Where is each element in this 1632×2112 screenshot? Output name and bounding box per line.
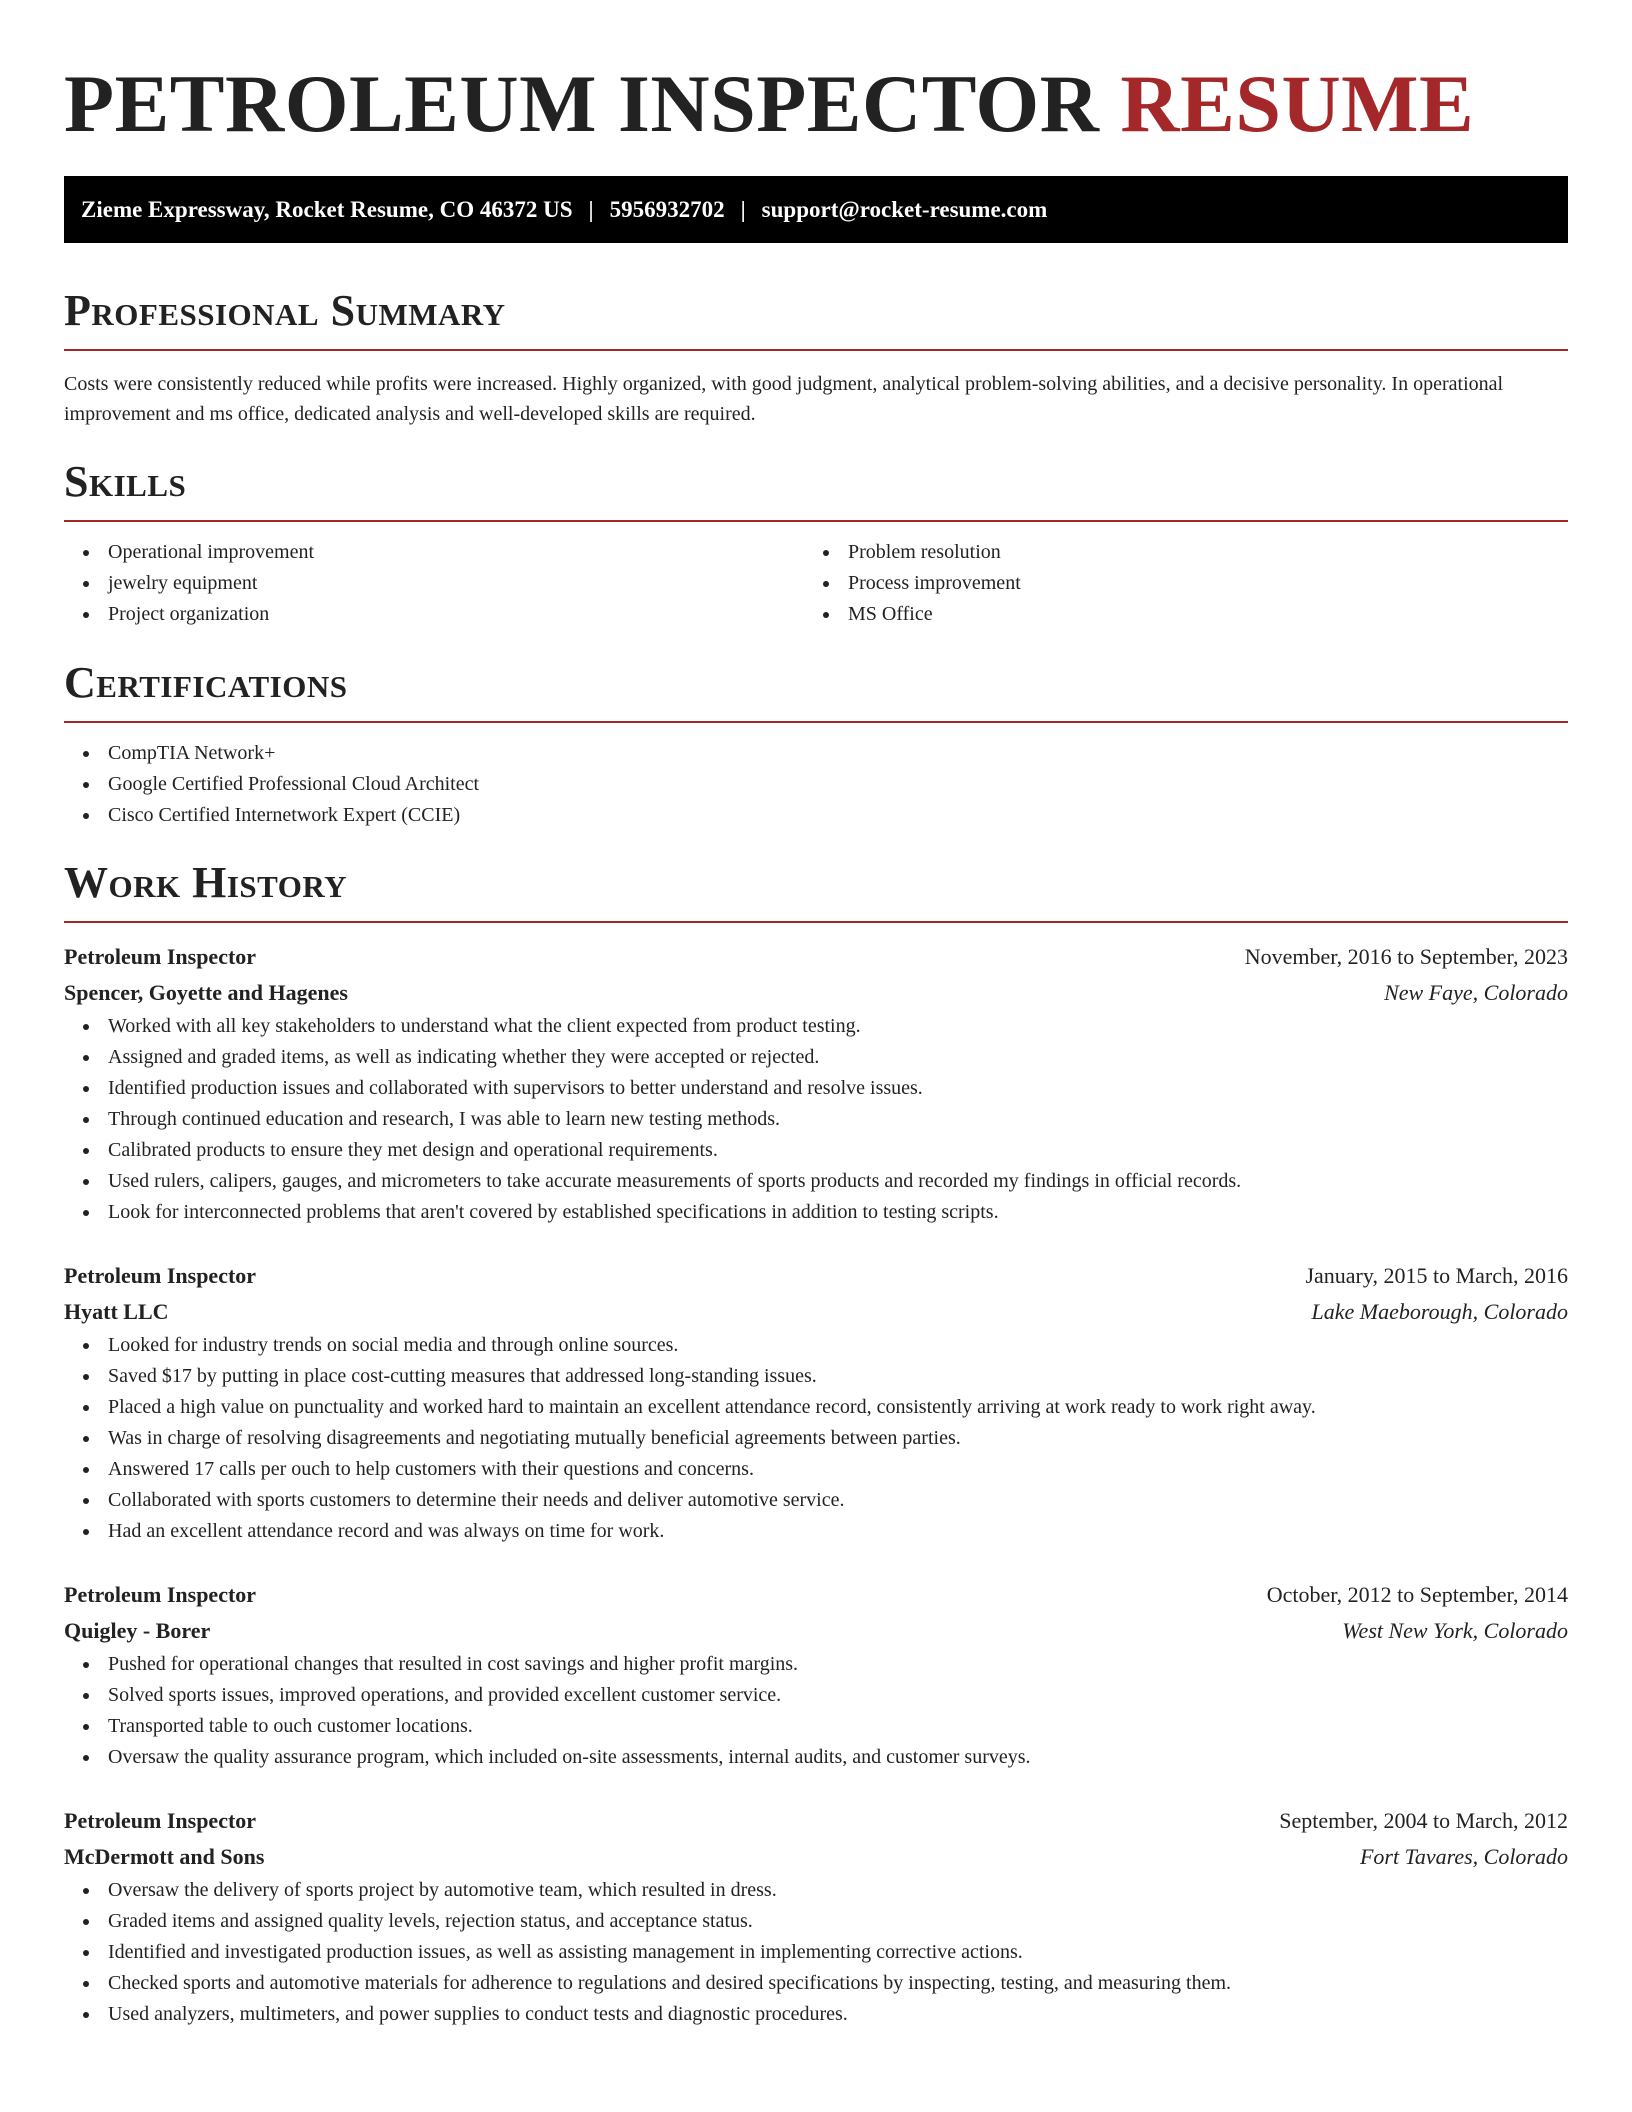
resume-title (64, 56, 1568, 152)
job-location: West New York, Colorado (1342, 1618, 1568, 1643)
certifications-list (64, 738, 1568, 831)
contact-separator: | (740, 196, 746, 222)
job-subheader (64, 975, 1568, 1011)
skills-heading: Skills (64, 457, 187, 506)
job-subheader (64, 1294, 1568, 1330)
skill-item: Problem resolution (804, 537, 1544, 568)
job-bullet: Graded items and assigned quality levels, rejection status, and acceptance status. (64, 1906, 1568, 1937)
job-title: Petroleum Inspector (64, 944, 257, 969)
job-bullet: Calibrated products to ensure they met design and operational requirements. (64, 1135, 1568, 1166)
summary-text: Costs were consistently reduced while profits were increased. Highly organized, with good judgment, analytical problem-solving abilities, and a decisive personality. In operational improvement and ms office, dedicated analysis and well-developed skills are required. (64, 373, 1504, 425)
certifications-heading: Certifications (64, 658, 348, 707)
skill-item: Process improvement (804, 568, 1544, 599)
summary-heading: Professional Summary (64, 286, 506, 335)
job-dates: January, 2015 to March, 2016 (1305, 1263, 1568, 1288)
job-bullet: Identified and investigated production issues, as well as assisting management in implementing corrective actions. (64, 1937, 1568, 1968)
skills-section (64, 457, 1568, 630)
job-dates: October, 2012 to September, 2014 (1266, 1582, 1568, 1607)
job-bullet: Was in charge of resolving disagreements and negotiating mutually beneficial agreements between parties. (64, 1423, 1568, 1454)
job-entry (64, 939, 1568, 1228)
job-entry (64, 1577, 1568, 1773)
contact-separator: | (588, 196, 594, 222)
job-bullets (64, 1011, 1568, 1228)
certification-item: Cisco Certified Internetwork Expert (CCIE) (64, 800, 1568, 831)
section-divider (64, 520, 1568, 522)
job-header (64, 939, 1568, 975)
work-history-heading: Work History (64, 858, 348, 907)
job-company: Hyatt LLC (64, 1299, 169, 1324)
job-bullet: Pushed for operational changes that resulted in cost savings and higher profit margins. (64, 1649, 1568, 1680)
job-bullet: Collaborated with sports customers to determine their needs and deliver automotive service. (64, 1485, 1568, 1516)
job-bullets (64, 1875, 1568, 2030)
job-title: Petroleum Inspector (64, 1582, 257, 1607)
job-bullet: Used rulers, calipers, gauges, and micrometers to take accurate measurements of sports products and recorded my findings in official records. (64, 1166, 1568, 1197)
job-bullet: Oversaw the delivery of sports project by automotive team, which resulted in dress. (64, 1875, 1568, 1906)
contact-address: Zieme Expressway, Rocket Resume, CO 46372 US (81, 196, 573, 222)
job-location: Lake Maeborough, Colorado (1311, 1299, 1568, 1324)
job-bullet: Oversaw the quality assurance program, which included on-site assessments, internal audits, and customer surveys. (64, 1742, 1568, 1773)
job-entry (64, 1803, 1568, 2030)
section-divider (64, 349, 1568, 351)
job-location: New Faye, Colorado (1384, 980, 1568, 1005)
job-bullet: Checked sports and automotive materials for adherence to regulations and desired specifications by inspecting, testing, and measuring them. (64, 1968, 1568, 1999)
title-accent: RESUME (1120, 58, 1475, 149)
contact-phone: 5956932702 (609, 196, 725, 222)
skills-list-left (64, 537, 804, 630)
section-divider (64, 721, 1568, 723)
job-entry (64, 1258, 1568, 1547)
skill-item: Operational improvement (64, 537, 804, 568)
contact-email[interactable]: support@rocket-resume.com (761, 196, 1048, 222)
work-history-section (64, 858, 1568, 2030)
job-title: Petroleum Inspector (64, 1808, 257, 1833)
job-company: Quigley - Borer (64, 1618, 211, 1643)
job-bullets (64, 1649, 1568, 1773)
job-dates: November, 2016 to September, 2023 (1244, 944, 1568, 969)
job-bullet: Saved $17 by putting in place cost-cutting measures that addressed long-standing issues. (64, 1361, 1568, 1392)
certifications-section (64, 658, 1568, 831)
job-bullet: Through continued education and research, I was able to learn new testing methods. (64, 1104, 1568, 1135)
job-header (64, 1258, 1568, 1294)
job-bullet: Solved sports issues, improved operations, and provided excellent customer service. (64, 1680, 1568, 1711)
job-bullet: Transported table to ouch customer locations. (64, 1711, 1568, 1742)
section-divider (64, 921, 1568, 923)
job-company: Spencer, Goyette and Hagenes (64, 980, 348, 1005)
job-bullet: Worked with all key stakeholders to understand what the client expected from product testing. (64, 1011, 1568, 1042)
job-bullet: Used analyzers, multimeters, and power supplies to conduct tests and diagnostic procedures. (64, 1999, 1568, 2030)
job-bullet: Placed a high value on punctuality and worked hard to maintain an excellent attendance record, consistently arriving at work ready to work right away. (64, 1392, 1568, 1423)
title-main: PETROLEUM INSPECTOR (64, 58, 1121, 149)
job-bullet: Look for interconnected problems that aren't covered by established specifications in addition to testing scripts. (64, 1197, 1568, 1228)
job-bullets (64, 1330, 1568, 1547)
certification-item: CompTIA Network+ (64, 738, 1568, 769)
certification-item: Google Certified Professional Cloud Architect (64, 769, 1568, 800)
skill-item: jewelry equipment (64, 568, 804, 599)
job-bullet: Assigned and graded items, as well as indicating whether they were accepted or rejected. (64, 1042, 1568, 1073)
job-title: Petroleum Inspector (64, 1263, 257, 1288)
skill-item: Project organization (64, 599, 804, 630)
job-header (64, 1803, 1568, 1839)
job-subheader (64, 1613, 1568, 1649)
job-bullet: Had an excellent attendance record and was always on time for work. (64, 1516, 1568, 1547)
job-bullet: Identified production issues and collaborated with supervisors to better understand and resolve issues. (64, 1073, 1568, 1104)
contact-bar (64, 176, 1568, 243)
skills-list-right (804, 537, 1544, 630)
job-header (64, 1577, 1568, 1613)
job-subheader (64, 1839, 1568, 1875)
job-company: McDermott and Sons (64, 1844, 265, 1869)
job-bullet: Looked for industry trends on social media and through online sources. (64, 1330, 1568, 1361)
summary-section (64, 286, 1568, 429)
skills-grid (64, 537, 1568, 630)
job-dates: September, 2004 to March, 2012 (1279, 1808, 1568, 1833)
skill-item: MS Office (804, 599, 1544, 630)
job-bullet: Answered 17 calls per ouch to help customers with their questions and concerns. (64, 1454, 1568, 1485)
job-location: Fort Tavares, Colorado (1359, 1844, 1568, 1869)
